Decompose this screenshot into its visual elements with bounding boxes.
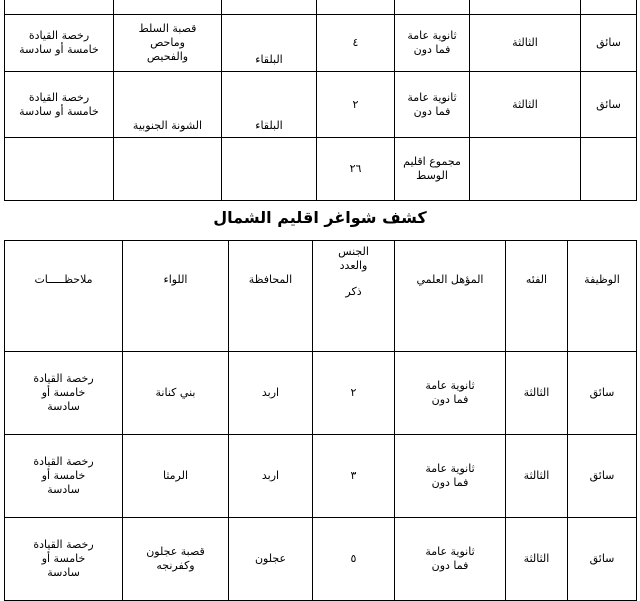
header-category: الفئه [506, 241, 568, 352]
category-cell: الثالثة [506, 352, 568, 435]
count-cell: ٣ [313, 435, 395, 518]
notes-cell: رخصة القيادة خامسة أو سادسة [5, 435, 123, 518]
governorate-cell: اربد [229, 352, 313, 435]
qualification-cell: ثانوية عامة فما دون [395, 72, 470, 138]
header-notes: ملاحظـــــات [5, 241, 123, 352]
header-row [5, 241, 637, 352]
table-row [5, 72, 637, 138]
notes-cell: رخصة القيادة خامسة أو سادسة [5, 15, 114, 72]
qualification-cell: ثانوية عامة فما دون [395, 15, 470, 72]
table-row [5, 138, 637, 201]
job-cell: سائق [568, 352, 637, 435]
district-cell: بني كنانة [123, 352, 229, 435]
table-row [5, 352, 637, 435]
notes-cell: رخصة القيادة خامسة أو سادسة [5, 72, 114, 138]
north-region-table [4, 240, 637, 601]
category-cell [470, 0, 581, 15]
north-region-heading: كشف شواغر اقليم الشمال [213, 208, 427, 227]
category-cell: الثالثة [470, 72, 581, 138]
count-cell: ٢٦ [317, 138, 395, 201]
qualification-cell: مجموع اقليم الوسط [395, 138, 470, 201]
table-row [5, 435, 637, 518]
district-cell: البلقاء [222, 72, 317, 138]
job-cell: سائق [581, 72, 637, 138]
job-cell [581, 138, 637, 201]
governorate-cell: اربد [229, 435, 313, 518]
header-gender-label: الجنس والعدد [338, 245, 369, 272]
job-cell: سائق [568, 435, 637, 518]
category-cell: الثالثة [470, 15, 581, 72]
job-cell: سائق [581, 15, 637, 72]
header-job: الوظيفة [568, 241, 637, 352]
category-cell [470, 138, 581, 201]
qualification-cell: ثانوية عامة فما دون [395, 518, 506, 601]
district-cell [222, 138, 317, 201]
job-cell: سائق [568, 518, 637, 601]
header-governorate: المحافظة [229, 241, 313, 352]
count-cell: ٥ [313, 518, 395, 601]
category-cell: الثالثة [506, 435, 568, 518]
count-cell: ٤ [317, 15, 395, 72]
qualification-cell: ثانوية عامة فما دون [395, 435, 506, 518]
notes-cell [5, 0, 114, 15]
header-qualification: المؤهل العلمي [395, 241, 506, 352]
locality-cell [114, 0, 222, 15]
district-cell: البلقاء [222, 15, 317, 72]
locality-cell: قصبة السلط وماحص والفحيص [114, 15, 222, 72]
notes-cell: رخصة القيادة خامسة أو سادسة [5, 352, 123, 435]
notes-cell [5, 138, 114, 201]
governorate-cell: عجلون [229, 518, 313, 601]
count-cell [317, 0, 395, 15]
header-district: اللواء [123, 241, 229, 352]
district-cell: قصبة عجلون وكفرنجه [123, 518, 229, 601]
table-row [5, 518, 637, 601]
job-cell [581, 0, 637, 15]
notes-cell: رخصة القيادة خامسة أو سادسة [5, 518, 123, 601]
header-male-label: ذكر [345, 285, 362, 298]
qualification-cell [395, 0, 470, 15]
district-cell [222, 0, 317, 15]
count-cell: ٢ [313, 352, 395, 435]
locality-cell [114, 138, 222, 201]
qualification-cell: ثانوية عامة فما دون [395, 352, 506, 435]
count-cell: ٢ [317, 72, 395, 138]
district-cell: الرمثا [123, 435, 229, 518]
table-row [5, 15, 637, 72]
central-region-table [4, 0, 637, 201]
category-cell: الثالثة [506, 518, 568, 601]
header-gender-count [313, 241, 395, 352]
table-row [5, 0, 637, 15]
locality-cell: الشونة الجنوبية [114, 72, 222, 138]
